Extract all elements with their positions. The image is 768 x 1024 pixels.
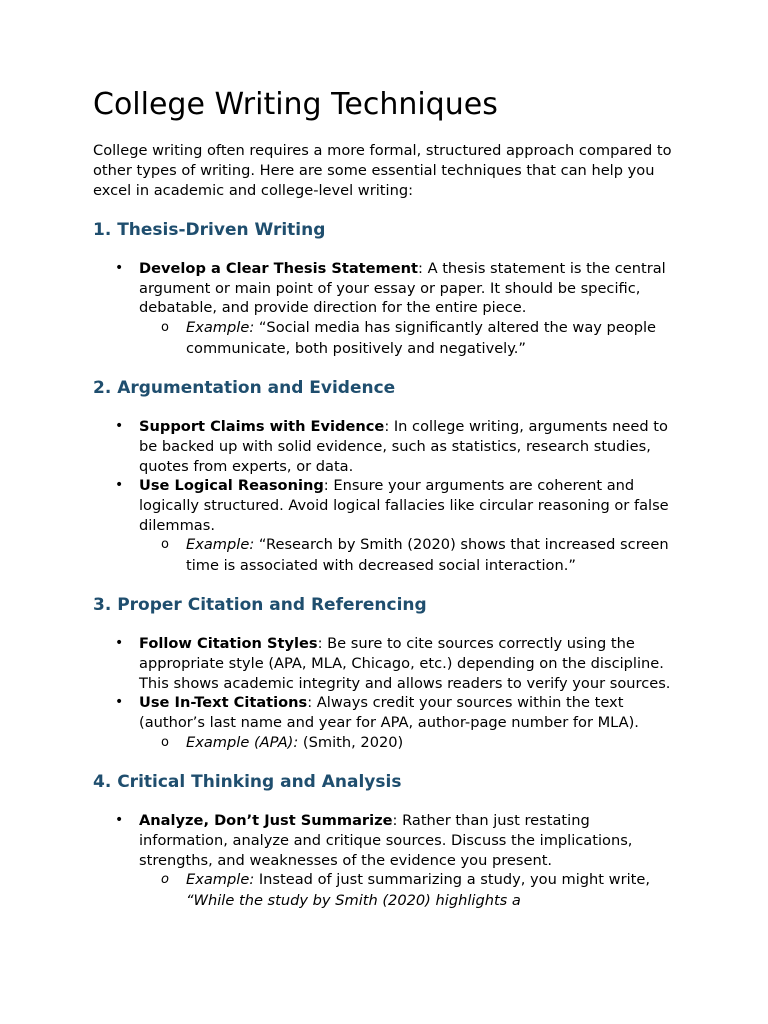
example-label: Example (APA): bbox=[186, 733, 299, 751]
sub-list bbox=[139, 870, 678, 911]
example-label: Example: bbox=[186, 536, 255, 554]
sub-list-item bbox=[139, 870, 678, 911]
sub-list bbox=[139, 318, 678, 359]
bullet-icon: • bbox=[115, 260, 124, 276]
bullet-list bbox=[93, 634, 678, 753]
page-title: College Writing Techniques bbox=[93, 87, 498, 122]
item-term: Develop a Clear Thesis Statement bbox=[139, 260, 419, 277]
section-heading: 3. Proper Citation and Referencing bbox=[93, 595, 427, 616]
sub-bullet-icon: o bbox=[161, 320, 169, 336]
example-label: Example: bbox=[186, 319, 255, 337]
sub-bullet-icon: o bbox=[161, 734, 169, 750]
item-term: Analyze, Don’t Just Summarize bbox=[139, 812, 393, 830]
list-item bbox=[93, 259, 678, 359]
section-heading: 1. Thesis-Driven Writing bbox=[93, 220, 326, 240]
section-heading: 2. Argumentation and Evidence bbox=[93, 378, 396, 399]
item-term: Use Logical Reasoning bbox=[139, 477, 324, 495]
list-item bbox=[93, 811, 678, 911]
item-term: Use In-Text Citations bbox=[139, 694, 308, 712]
list-item bbox=[93, 634, 678, 693]
bullet-icon: • bbox=[115, 812, 124, 829]
bullet-list bbox=[93, 259, 678, 359]
list-item bbox=[93, 417, 678, 476]
bullet-icon: • bbox=[115, 635, 124, 652]
intro-paragraph: College writing often requires a more formal, structured approach compared to other types of writing. Here are some essential techniques that can help you excel in academic and college-level writing: bbox=[93, 142, 672, 199]
item-term: Follow Citation Styles bbox=[139, 635, 318, 653]
bullet-icon: • bbox=[115, 477, 124, 494]
sub-list bbox=[139, 535, 678, 576]
bullet-icon: • bbox=[115, 418, 124, 435]
sub-list-item bbox=[139, 733, 678, 754]
sub-list-item bbox=[139, 535, 678, 576]
item-text: : Rather than just restating information, analyze and critique sources. Discuss the implications, strengths, and weaknesses of the evidence you present. bbox=[139, 812, 633, 869]
item-term: Support Claims with Evidence bbox=[139, 418, 385, 436]
sub-bullet-icon: o bbox=[161, 537, 169, 553]
example-text: Instead of just summarizing a study, you might write, bbox=[254, 871, 650, 889]
item-text: : In college writing, arguments need to be backed up with solid evidence, such as statistics, research studies, quotes from experts, or data. bbox=[139, 418, 668, 475]
item-text: : A thesis statement is the central argument or main point of your essay or paper. It should be specific, debatable, and provide direction for the entire piece. bbox=[139, 260, 666, 317]
example-text: “Social media has significantly altered the way people communicate, both positively and negatively.” bbox=[186, 319, 657, 357]
item-text: : Be sure to cite sources correctly using the appropriate style (APA, MLA, Chicago, etc.) depending on the discipline. This shows academic integrity and allows readers to verify your sources. bbox=[139, 635, 671, 692]
item-text: : Ensure your arguments are coherent and logically structured. Avoid logical fallacies like circular reasoning or false dilemmas. bbox=[139, 477, 669, 534]
section-heading: 4. Critical Thinking and Analysis bbox=[93, 772, 402, 793]
example-quote: “While the study by Smith (2020) highlights a bbox=[186, 891, 521, 909]
list-item bbox=[93, 693, 678, 753]
list-item bbox=[93, 476, 678, 576]
sub-list bbox=[139, 733, 678, 754]
sub-list-item bbox=[139, 318, 678, 359]
example-label: Example: bbox=[186, 871, 255, 889]
sub-bullet-icon: o bbox=[161, 872, 169, 888]
bullet-list bbox=[93, 417, 678, 576]
example-text: “Research by Smith (2020) shows that increased screen time is associated with decreased social interaction.” bbox=[186, 536, 669, 574]
sections-container bbox=[93, 219, 678, 911]
item-text: : Always credit your sources within the text (author’s last name and year for APA, author-page number for MLA). bbox=[139, 694, 639, 732]
bullet-icon: • bbox=[115, 694, 124, 711]
example-text: (Smith, 2020) bbox=[298, 733, 404, 751]
bullet-list bbox=[93, 811, 678, 911]
